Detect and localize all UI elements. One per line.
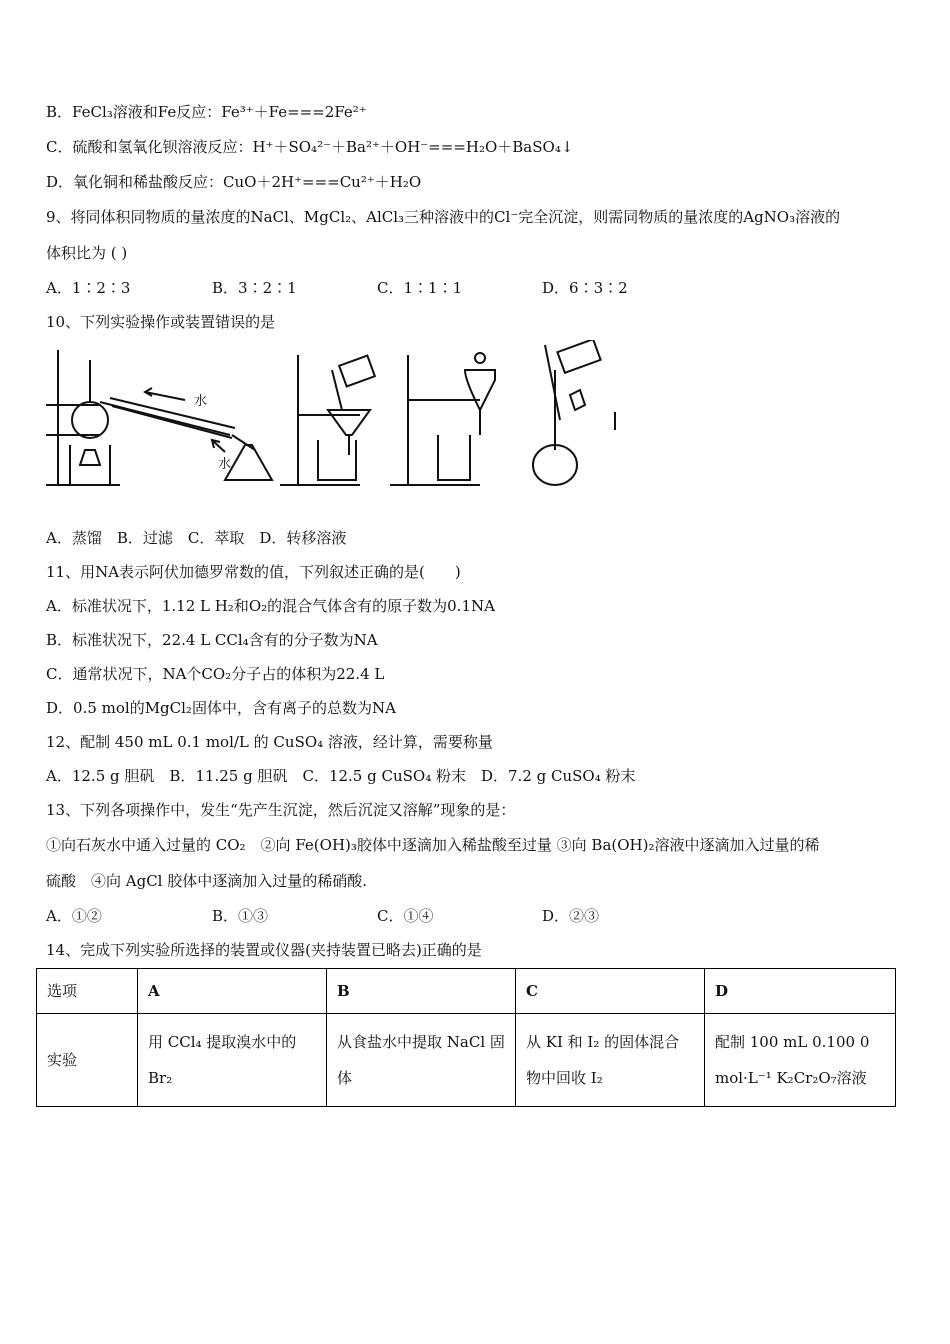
q11-option-d: D．0.5 mol的MgCl₂固体中，含有离子的总数为NA <box>46 699 396 717</box>
q13-option-c: C．①④ <box>377 907 434 925</box>
q12-stem: 12、配制 450 mL 0.1 mol/L 的 CuSO₄ 溶液，经计算，需要称量 <box>46 733 493 751</box>
q11-option-b: B．标准状况下，22.4 L CCl₄含有的分子数为NA <box>46 631 378 649</box>
q9-stem-line2: 体积比为 ( ) <box>46 244 128 262</box>
q9-stem-line1: 9、将同体积同物质的量浓度的NaCl、MgCl₂、AlCl₃三种溶液中的Cl⁻完全沉淀，则需同物质的量浓度的AgNO₃溶液的 <box>46 208 841 226</box>
q14-stem: 14、完成下列实验所选择的装置或仪器(夹持装置已略去)正确的是 <box>46 941 482 959</box>
q11-option-c: C．通常状况下，NA个CO₂分子占的体积为22.4 L <box>46 665 385 683</box>
volumetric-flask-apparatus <box>533 340 615 485</box>
table-cell: 配制 100 mL 0.100 0 mol·L⁻¹ K₂Cr₂O₇溶液 <box>705 1014 896 1107</box>
table-header-row <box>37 969 896 1014</box>
q13-option-b: B．①③ <box>212 907 269 925</box>
q12-options: A．12.5 g 胆矾 B．11.25 g 胆矾 C．12.5 g CuSO₄ 粉末 D．7.2 g CuSO₄ 粉末 <box>46 767 636 785</box>
table-cell: 从 KI 和 I₂ 的固体混合物中回收 I₂ <box>516 1014 705 1107</box>
q14-options-table <box>36 968 896 1107</box>
q10-stem: 10、下列实验操作或装置错误的是 <box>46 313 276 331</box>
q13-item-line1: ①向石灰水中通入过量的 CO₂ ②向 Fe(OH)₃胶体中逐滴加入稀盐酸至过量 ③向 Ba(OH)₂溶液中逐滴加入过量的稀 <box>46 836 820 854</box>
table-cell: 从食盐水中提取 NaCl 固体 <box>327 1014 516 1107</box>
q10-options: A．蒸馏 B．过滤 C．萃取 D．转移溶液 <box>46 529 347 547</box>
table-cell: 用 CCl₄ 提取溴水中的 Br₂ <box>138 1014 327 1107</box>
q9-option-b: B．3∶2∶1 <box>212 279 297 297</box>
distillation-apparatus <box>46 350 272 485</box>
q13-item-line2: 硫酸 ④向 AgCl 胶体中逐滴加入过量的稀硝酸. <box>46 872 368 890</box>
q8-option-d: D．氧化铜和稀盐酸反应：CuO＋2H⁺===Cu²⁺＋H₂O <box>46 173 422 191</box>
table-row <box>37 1014 896 1107</box>
table-header-cell: A <box>138 969 327 1014</box>
table-row-label: 实验 <box>37 1014 138 1107</box>
q13-option-a: A．①② <box>46 907 102 925</box>
water-outlet-label: 水 <box>218 457 232 472</box>
q9-option-c: C．1∶1∶1 <box>377 279 463 297</box>
q13-stem: 13、下列各项操作中，发生“先产生沉淀，然后沉淀又溶解”现象的是： <box>46 801 516 819</box>
q8-option-c: C．硫酸和氢氧化钡溶液反应：H⁺＋SO₄²⁻＋Ba²⁺＋OH⁻===H₂O＋BaSO₄↓ <box>46 138 574 156</box>
filtration-apparatus <box>280 355 375 485</box>
water-inlet-label: 水 <box>194 394 208 409</box>
table-header-cell: B <box>327 969 516 1014</box>
table-header-cell: 选项 <box>37 969 138 1014</box>
q11-stem: 11、用NA表示阿伏加德罗常数的值，下列叙述正确的是( ) <box>46 563 461 581</box>
q9-option-d: D．6∶3∶2 <box>542 279 628 297</box>
q10-apparatus-figure <box>40 340 640 500</box>
separatory-funnel-apparatus <box>390 353 495 485</box>
q11-option-a: A．标准状况下，1.12 L H₂和O₂的混合气体含有的原子数为0.1NA <box>46 597 495 615</box>
q8-option-b: B．FeCl₃溶液和Fe反应：Fe³⁺＋Fe===2Fe²⁺ <box>46 103 367 121</box>
table-header-cell: C <box>516 969 705 1014</box>
table-header-cell: D <box>705 969 896 1014</box>
q9-option-a: A．1∶2∶3 <box>46 279 131 297</box>
q13-option-d: D．②③ <box>542 907 600 925</box>
